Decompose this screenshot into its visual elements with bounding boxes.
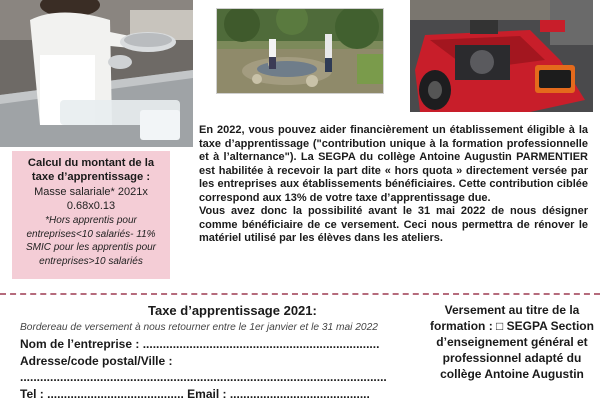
tractor-photo (410, 0, 593, 112)
calc-box-note: *Hors apprentis pour entreprises<10 salariés- 11% SMIC pour les apprentis pour entreprises>10 salariés (25, 215, 157, 267)
kitchen-photo (0, 0, 193, 147)
main-paragraph (199, 124, 588, 246)
form-subtitle: Bordereau de versement à nous retourner entre le 1er janvier et le 31 mai 2022 (20, 322, 378, 333)
main-paragraph-2: Vous avez donc la possibilité avant le 31 mai 2022 de nous désigner comme bénéficiaire de ce versement. Ceci nous permettra de rénover le matériel utilisé par les élèves dans les ateliers. (199, 205, 588, 244)
company-name-field[interactable]: Nom de l’entreprise : ....................................................................... (20, 337, 380, 351)
main-paragraph-1: En 2022, vous pouvez aider financièrement un établissement éligible à la taxe d’apprentissage ("contribution unique à la formation professionnelle et à l’alternance"). La SEGPA du collège Antoine Augustin PARMENTIER est habilitée à recevoir la part dite « hors quota » directement versée par les entreprises aux établissements bénéficiaires. Cette contribution ciblée correspond aux 13% de votre taxe d’apprentissage due. (199, 124, 588, 204)
tax-calculation-box (12, 151, 170, 279)
calc-box-title: Calcul du montant de la taxe d’apprentissage : (27, 157, 155, 183)
garden-photo (216, 8, 384, 94)
dashed-cut-line (0, 293, 600, 295)
payment-destination-text: Versement au titre de la formation : □ SEGPA Section d’enseignement général et professionnel adapté du collège Antoine Augustin (430, 303, 594, 381)
address-continuation-field[interactable]: .............................................................................................................. (20, 370, 387, 384)
address-field[interactable]: Adresse/code postal/Ville : (20, 354, 173, 368)
calc-box-formula: Masse salariale* 2021x 0.68x0.13 (34, 186, 148, 212)
phone-email-field[interactable]: Tel : ......................................... Email : .......................................... (20, 387, 370, 400)
form-title: Taxe d’apprentissage 2021: (148, 303, 317, 318)
